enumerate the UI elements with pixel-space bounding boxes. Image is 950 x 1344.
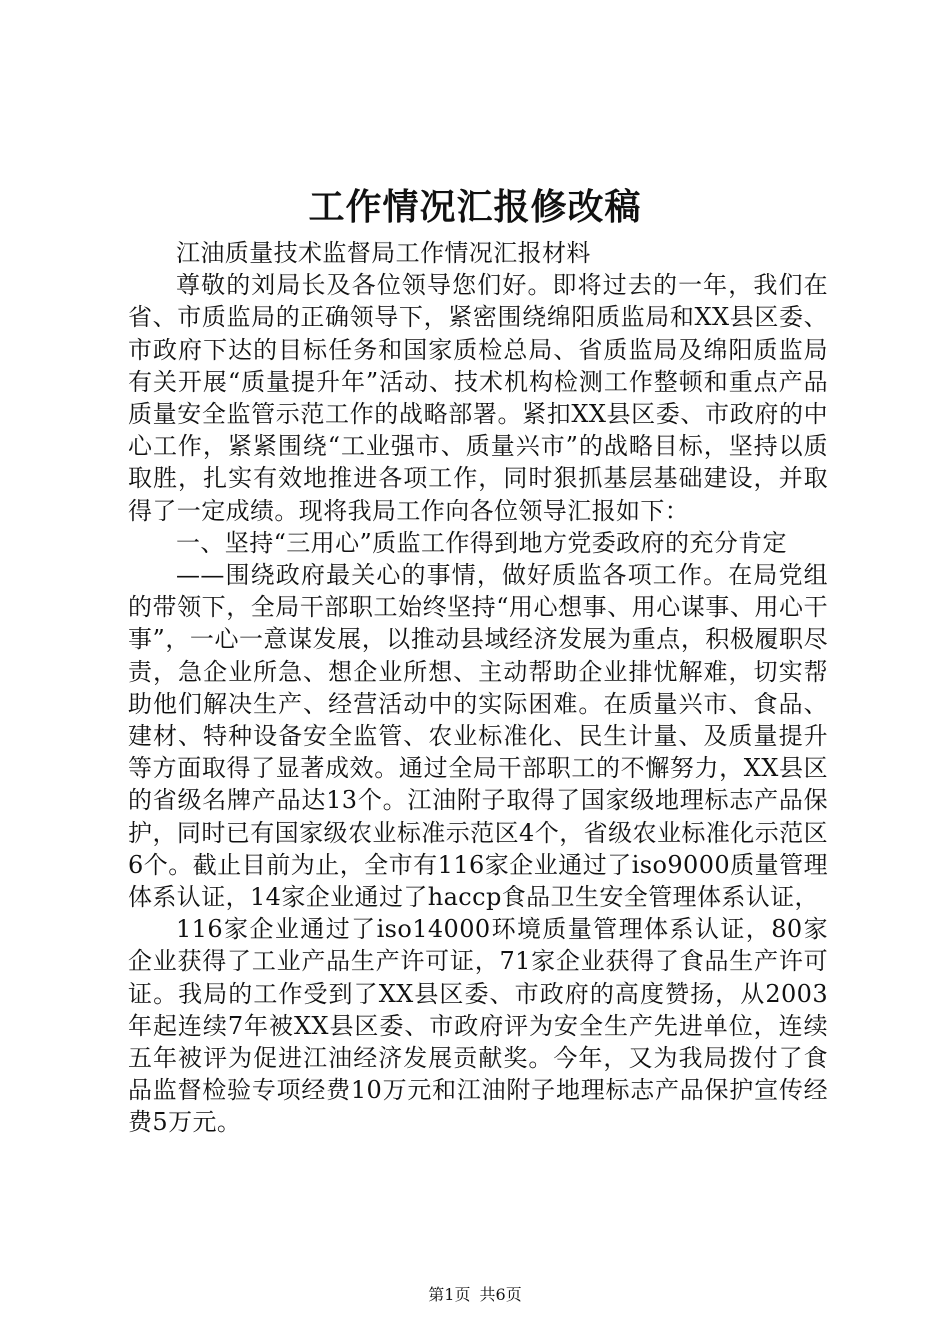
body-paragraph: ——围绕政府最关心的事情，做好质监各项工作。在局党组的带领下，全局干部职工始终坚持“用心想事、用心谋事、用心干事”，一心一意谋发展，以推动县域经济发展为重点，积极履职尽责，急企业所急、想企业所想、主动帮助企业排忧解难，切实帮助他们解决生产、经营活动中的实际困难。在质量兴市、食品、建材、特种设备安全监管、农业标准化、民生计量、及质量提升等方面取得了显著成效。通过全局干部职工的不懈努力，XX县区的省级名牌产品达13个。江油附子取得了国家级地理标志产品保护，同时已有国家级农业标准示范区4个，省级农业标准化示范区6个。截止目前为止，全市有116家企业通过了iso9000质量管理体系认证，14家企业通过了haccp食品卫生安全管理体系认证， bbox=[128, 561, 828, 912]
document-title: 工作情况汇报修改稿 bbox=[308, 186, 642, 228]
page-total: 共6页 bbox=[479, 1285, 522, 1304]
opening-paragraph: 尊敬的刘局长及各位领导您们好。即将过去的一年，我们在省、市质监局的正确领导下，紧密围绕绵阳质监局和XX县区委、市政府下达的目标任务和国家质检总局、省质监局及绵阳质监局有关开展“质量提升年”活动、技术机构检测工作整顿和重点产品质量安全监管示范工作的战略部署。紧扣XX县区委、市政府的中心工作，紧紧围绕“工业强市、质量兴市”的战略目标，坚持以质取胜，扎实有效地推进各项工作，同时狠抓基层基础建设，并取得了一定成绩。现将我局工作向各位领导汇报如下： bbox=[128, 271, 828, 525]
section-heading: 一、坚持“三用心”质监工作得到地方党委政府的充分肯定 bbox=[176, 528, 787, 557]
document-body bbox=[128, 237, 828, 1139]
page-number: 第1页 bbox=[428, 1285, 471, 1304]
page-footer bbox=[0, 1284, 950, 1306]
body-paragraph: 116家企业通过了iso14000环境质量管理体系认证，80家企业获得了工业产品生产许可证，71家企业获得了食品生产许可证。我局的工作受到了XX县区委、市政府的高度赞扬，从2003年起连续7年被XX县区委、市政府评为安全生产先进单位，连续五年被评为促进江油经济发展贡献奖。今年，又为我局拨付了食品监督检验专项经费10万元和江油附子地理标志产品保护宣传经费5万元。 bbox=[128, 915, 828, 1137]
subtitle-paragraph: 江油质量技术监督局工作情况汇报材料 bbox=[176, 239, 591, 267]
